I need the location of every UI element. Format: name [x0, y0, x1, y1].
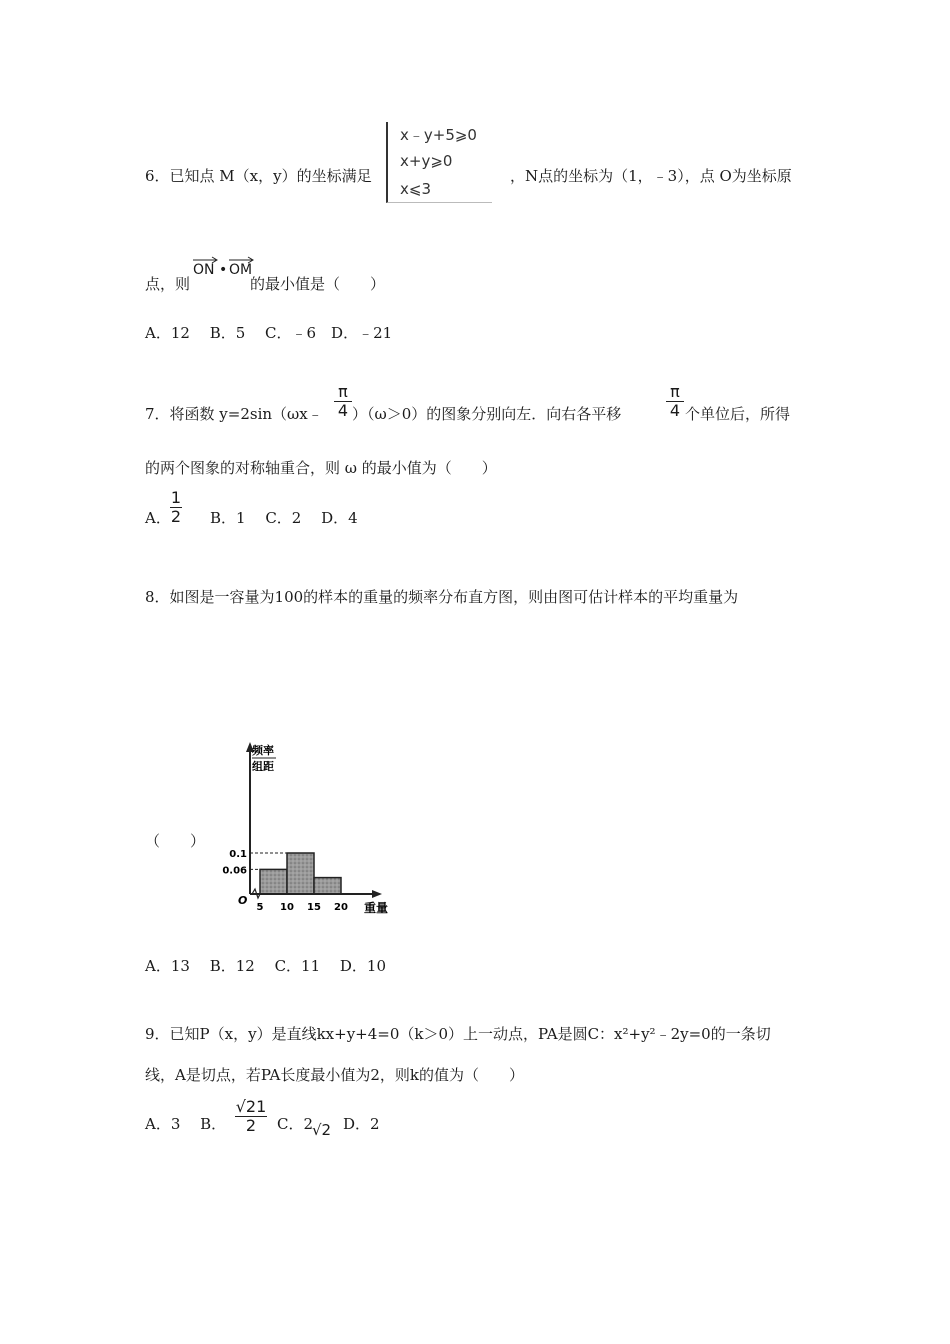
q6-vec2-label: OM	[229, 262, 253, 278]
q7-text3: 个单位后，所得	[685, 405, 791, 423]
q9-fraction-sqrt21-2	[235, 1098, 267, 1135]
y-tick-label: 0.06	[222, 865, 247, 877]
q9-option-d: D．2	[343, 1115, 380, 1133]
y-label-bottom: 组距	[252, 760, 274, 773]
q6-vec1-label: ON	[193, 262, 215, 278]
frac-denominator: 4	[337, 401, 349, 420]
q7-fraction-pi-4-b	[666, 383, 684, 420]
q7-fraction-1-2	[170, 489, 182, 526]
x-tick-label: 20	[334, 902, 348, 913]
frac-numerator: 1	[170, 488, 182, 507]
histogram-chart	[222, 738, 394, 920]
x-tick-label: 15	[307, 902, 321, 913]
x-axis-arrow-icon	[372, 890, 382, 898]
frac-denominator: 4	[669, 401, 681, 420]
origin-label: O	[238, 894, 248, 907]
q6-ineq-3: x⩽3	[400, 180, 431, 198]
q8-text: 8．如图是一容量为100的样本的重量的频率分布直方图，则由图可估计样本的平均重量为	[145, 588, 739, 606]
frac-denominator: 2	[245, 1116, 257, 1135]
frac-numerator: √21	[235, 1097, 267, 1116]
x-tick-label: 10	[280, 902, 294, 913]
frac-numerator: π	[670, 382, 680, 401]
q6-line2-suffix: 的最小值是（ ）	[250, 275, 386, 293]
histogram-bar-1	[260, 869, 287, 894]
q7-line2: 的两个图象的对称轴重合，则 ω 的最小值为（ ）	[145, 459, 497, 477]
q7-text2: ）（ω＞0）的图象分别向左．向右各平移	[352, 405, 622, 423]
q6-vector-on	[193, 262, 215, 278]
histogram-bar-3	[314, 878, 341, 894]
q6-options: A．12 B．5 C．﹣6 D．﹣21	[145, 324, 393, 342]
q8-paren: （ ）	[145, 832, 206, 850]
x-axis-label: 重量	[364, 901, 389, 915]
q9-option-c-sqrt: √2	[312, 1121, 332, 1139]
q6-dot: •	[219, 262, 228, 278]
q7-fraction-pi-4	[334, 383, 352, 420]
q6-vector-om	[229, 262, 252, 278]
q9-line1: 9．已知P（x，y）是直线kx+y+4=0（k＞0）上一动点，PA是圆C：x²+y²﹣2y=0的一条切	[145, 1025, 771, 1043]
q6-text-after: ，N点的坐标为（1，﹣3），点 O为坐标原	[510, 167, 792, 185]
y-label-top: 频率	[252, 744, 274, 757]
q8-options: A．13 B．12 C．11 D．10	[145, 957, 387, 975]
frac-numerator: π	[338, 382, 348, 401]
q7-option-a-prefix: A．	[145, 509, 171, 527]
q7-text1: 7．将函数 y=2sin（ωx﹣	[145, 405, 323, 423]
q9-option-a: A．3 B．	[145, 1115, 227, 1133]
q6-inequality-system	[386, 122, 492, 203]
q6-ineq-2: x+y⩾0	[400, 152, 453, 170]
q9-option-c: C．2	[277, 1115, 314, 1133]
q6-ineq-1: x﹣y+5⩾0	[400, 126, 477, 144]
q7-options-rest: B．1 C．2 D．4	[210, 509, 358, 527]
x-tick-label: 5	[256, 902, 264, 913]
q6-text-before: 6．已知点 M（x，y）的坐标满足	[145, 167, 372, 185]
vector-arrow-icon	[229, 256, 255, 264]
frac-denominator: 2	[170, 507, 182, 526]
vector-arrow-icon	[193, 256, 219, 264]
histogram-bar-2	[287, 853, 314, 894]
q9-line2: 线，A是切点，若PA长度最小值为2，则k的值为（ ）	[145, 1066, 525, 1084]
q6-line2-prefix: 点，则	[145, 275, 191, 293]
y-tick-label: 0.1	[229, 849, 247, 860]
